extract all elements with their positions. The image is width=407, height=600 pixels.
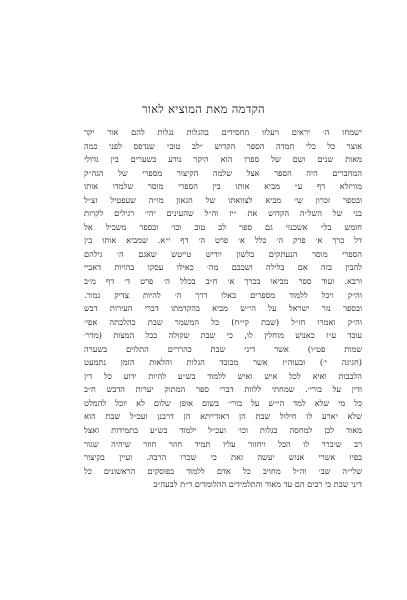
text-line: רב שיברר לו הכל ויחזור עליו תמיד חוזר חוזר שיהיה שגור	[84, 438, 362, 449]
text-line: (חגיגה י׳) ובעוה״ז אשר מכובד הגלות והלאות הזמן נתמעט	[84, 357, 362, 368]
text-line: שלא יארע לו חילול שבת הן דאורייתא הן דרבנן ועכ״ל שבת הוא	[84, 411, 362, 422]
text-line: וה״ק ויכל ללמוד מספרים כאלו דרך ה׳ להיות צדיק גמור.	[84, 289, 362, 300]
text-line: כל מי שלא למד הי״ש על בורי׳ בשום אופן שלום לא יוכל להמלט	[84, 397, 362, 408]
text-line: ובספר זכרון ש״ מביא לצוואתו של הגאון מו״ה שעפטיל זצ״ל	[84, 194, 362, 205]
text-line: בפיו אשרי אנוש יעשה זאת כי שכרו הרבה. ועיין בקיצור	[84, 452, 362, 463]
text-line: דיני שבת כי רבים הם עד מאוד והתלמידים ההלומדים ד״ת לבעה״ב	[153, 479, 362, 490]
text-line: חומש בל״ אשכנזי גם ספר לב טוב וכו׳ ובספר משכיל אל	[84, 221, 362, 232]
text-line: ישמחו ה׳ יראים ויעלזו החסידים בהגלות נגלות להם אור יקר	[84, 127, 362, 137]
text-line: מאות שנים ושם של ספרו הוא היקר נודע בשערים בין גדולי	[84, 154, 362, 165]
text-line: שמות פט״ו) אשר דיני שבת כהררים התלוים בשערה	[84, 343, 362, 354]
text-line: מוויזלא דף ע״ מביא אותו בין הספרי מוסר שלמדו אותו	[84, 181, 362, 192]
text-line: הספרי מוסר הנעתקים בלשון יודיש טייטש שאגם ה׳ גילהם	[84, 248, 362, 259]
text-line: הלבבות ואיא לכל איש ואיש ללמוד בש״ע להיות ידוע כל דין	[84, 370, 362, 381]
text-line: שלי״ה שב׳ וה״ל מחויב כל אדם ללמוד בפוסקים הראשונים כל	[84, 465, 362, 476]
text-line: דל כרך א׳ פרק ה׳ כלל א׳ פרט ה׳ דף י״א. שמביא אותו בין	[84, 235, 362, 246]
text-line: ובספר נזר ישראל על הי״ש מביא בהקדמתו דברי העירות דבש	[84, 303, 362, 314]
text-line: מאוד לכן למחסה בגלות וכו׳ ועכ״ל ילמוד בש״ע בתמידות ואצל	[84, 425, 362, 436]
body-paragraph	[84, 126, 362, 492]
text-line: עובד ע״ז כאנוש מוחלין לו, כי שבת שקולה ככל המצות (מדר׳	[84, 330, 362, 341]
text-line: וה״ק ואמרו חז״ל (שבת קי״ח) כל המשמר שבת כהלכתה אפי׳	[84, 316, 362, 327]
text-line: המחברים היה הספר אצל שלמה הקיצור מספרי של הגה״ק	[84, 167, 362, 178]
text-line: ודין על בורי׳. שמחתי ללוות דברי ספר המתוק יערות הדבש ח״ב	[84, 384, 362, 395]
text-line: אוצר כל כלי חמדה הספר הקדוש ״לב טוב״ שנדפס לפני כמה	[84, 140, 362, 151]
text-line: בני של השל״ה הקדוש את ״יז וה״ל שהעינים יהי׳ רגילים לקרות	[84, 208, 362, 219]
page-title: הקדמה מאת המוציא לאור	[142, 102, 265, 116]
text-line: ורבא. ועוד ספר מביאו בכרך א׳ ח״ב בכלל ה׳ פרט ד׳ דף מ״ב	[84, 276, 362, 287]
text-line: להבין בזה אם בלילה ושכבם מה׳ כאילו עסקו בהויות דאביי	[84, 262, 362, 273]
